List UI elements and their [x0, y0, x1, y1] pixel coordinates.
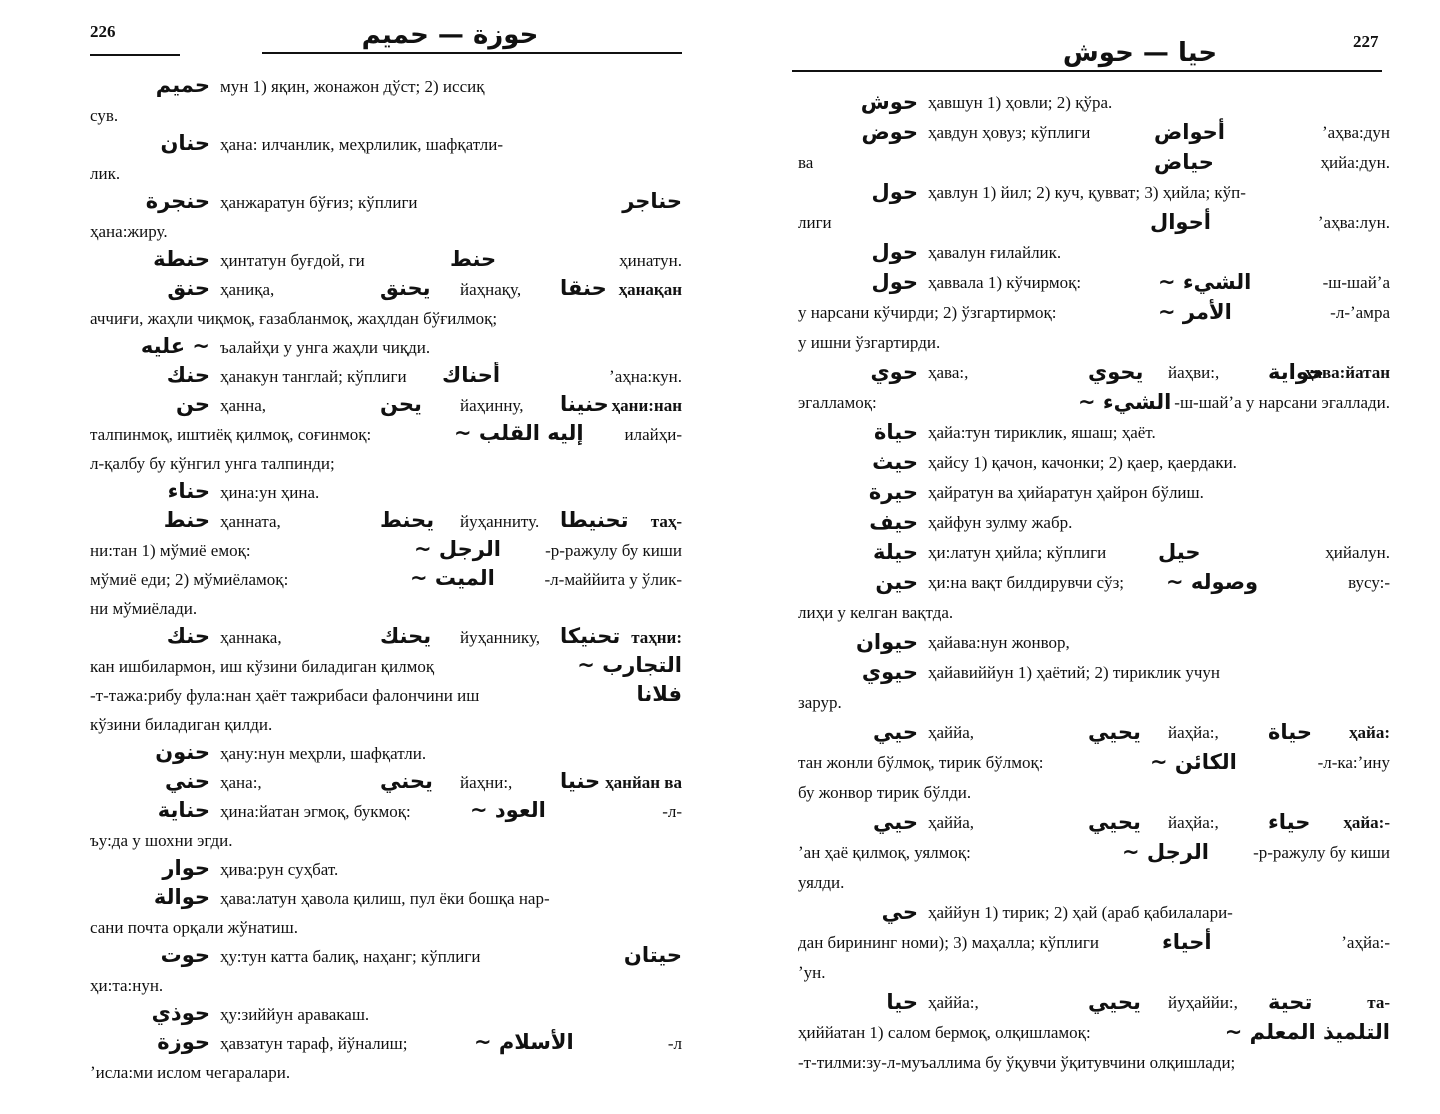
- arabic-headword: حي: [881, 900, 918, 924]
- entry-text: у нарсани кўчирди; 2) ўзгартирмоқ:: [798, 303, 1057, 322]
- entry-line: [798, 628, 1390, 658]
- entry-line: [798, 88, 1390, 118]
- entry-text: ҳаййа,: [928, 723, 975, 742]
- dictionary-entry: [90, 72, 682, 130]
- entry-text: талпинмоқ, иштиёқ қилмоқ, соғинмоқ:: [90, 425, 372, 444]
- entry-line: [798, 268, 1390, 298]
- dictionary-entry: [798, 718, 1390, 808]
- entry-text: ни мўмиёлади.: [90, 599, 198, 618]
- entry-text: ҳу:тун катта балиқ, наҳанг; кўплиги: [220, 947, 481, 966]
- entry-text: ҳайава:нун жонвор,: [928, 633, 1070, 652]
- arabic-headword: حنطة: [153, 247, 210, 271]
- entry-line: [90, 565, 682, 594]
- entry-text: ҳавдун ҳовуз; кўплиги: [928, 123, 1091, 142]
- dictionary-entry: [90, 275, 682, 333]
- entry-line: [90, 768, 682, 797]
- dictionary-entry: [90, 1000, 682, 1029]
- arabic-headword: حناية: [157, 798, 210, 822]
- entry-text: ҳанақан: [618, 280, 682, 299]
- entry-text: -р-ражулу бу киши: [545, 541, 682, 560]
- arabic-form: إليه القلب ~: [454, 421, 584, 445]
- arabic-headword: حيي: [873, 720, 918, 744]
- entry-line: [798, 118, 1390, 148]
- entry-text: лиги: [798, 213, 832, 232]
- entry-text: уялди.: [798, 873, 845, 892]
- entry-line: [90, 681, 682, 710]
- entry-line: [798, 718, 1390, 748]
- entry-text: лиҳи у келган вақтда.: [798, 603, 954, 622]
- arabic-headword: حوالة: [153, 885, 210, 909]
- entry-text: ҳина:ун ҳина.: [220, 483, 320, 502]
- entry-text: ни:тан 1) мўмиё емоқ:: [90, 541, 251, 560]
- entry-text: -ш-шайʼа: [1322, 273, 1390, 292]
- entry-text: ҳинтатун буғдой, ги: [220, 251, 365, 270]
- entry-line: [798, 958, 1390, 988]
- entry-line: [90, 333, 682, 362]
- entry-text: ҳийа:дун.: [1320, 153, 1390, 172]
- entry-text: ʼаҳна:кун.: [609, 367, 682, 386]
- entry-text: ҳайа:тун тириклик, яшаш; ҳаёт.: [928, 423, 1156, 442]
- entry-text: ҳавзатун тараф, йўналиш;: [220, 1034, 408, 1053]
- entry-line: [90, 420, 682, 449]
- arabic-form: يحوي: [1088, 360, 1144, 384]
- entry-list: [798, 88, 1390, 1078]
- arabic-headword: ~ عليه: [140, 334, 210, 358]
- entry-text: ҳива:рун суҳбат.: [220, 860, 339, 879]
- arabic-form: حياض: [1154, 150, 1214, 174]
- entry-line: [798, 658, 1390, 688]
- entry-line: [798, 178, 1390, 208]
- dictionary-entry: [798, 478, 1390, 508]
- entry-text: ҳавлун 1) йил; 2) куч, қувват; 3) ҳийла; кўп-: [928, 183, 1246, 202]
- dictionary-entry: [798, 568, 1390, 628]
- page-number: 227: [1353, 32, 1379, 51]
- entry-line: [90, 478, 682, 507]
- entry-line: [798, 928, 1390, 958]
- entry-line: [90, 710, 682, 739]
- dictionary-entry: [90, 188, 682, 246]
- entry-line: [798, 568, 1390, 598]
- arabic-form: يحنق: [380, 276, 431, 300]
- arabic-form: حيل: [1158, 540, 1201, 564]
- dictionary-entry: [90, 797, 682, 855]
- arabic-form: وصوله ~: [1166, 570, 1259, 594]
- arabic-headword: حيث: [872, 450, 918, 474]
- arabic-form: الرجل ~: [1122, 840, 1209, 864]
- dictionary-entry: [798, 988, 1390, 1078]
- dictionary-entry: [798, 88, 1390, 118]
- page-number: 226: [90, 22, 116, 41]
- entry-text: йаҳни:,: [460, 773, 513, 792]
- entry-line: [798, 538, 1390, 568]
- entry-line: [90, 739, 682, 768]
- dictionary-entry: [798, 238, 1390, 268]
- dictionary-entry: [798, 268, 1390, 358]
- entry-text: -т-тилми:зу-л-муъаллима бу ўқувчи ўқитувчини олқишлади;: [798, 1053, 1236, 1072]
- entry-line: [90, 826, 682, 855]
- dictionary-entry: [90, 942, 682, 1000]
- entry-text: ʼун.: [798, 963, 826, 982]
- arabic-form: الشيء ~: [1158, 270, 1252, 294]
- entry-text: таҳни:: [631, 628, 682, 647]
- arabic-form: يحنك: [380, 624, 432, 648]
- entry-line: [90, 1058, 682, 1087]
- dictionary-entry: [798, 358, 1390, 418]
- entry-line: [90, 652, 682, 681]
- entry-line: [798, 298, 1390, 328]
- entry-text: ҳинатун.: [619, 251, 682, 270]
- arabic-form: التجارب ~: [577, 653, 682, 677]
- entry-line: [798, 1048, 1390, 1078]
- dictionary-entry: [798, 808, 1390, 898]
- entry-text: вусу:-: [1348, 573, 1390, 592]
- arabic-headword: حن: [175, 392, 210, 416]
- entry-text: ҳайфун зулму жабр.: [928, 513, 1073, 532]
- entry-line: [90, 855, 682, 884]
- dictionary-entry: [798, 118, 1390, 178]
- entry-text: аччиғи, жаҳли чиқмоқ, ғазабланмоқ, жаҳлдан бўғилмоқ;: [90, 309, 498, 328]
- entry-text: ʼан ҳаё қилмоқ, уялмоқ:: [798, 843, 971, 862]
- entry-text: илайҳи-: [624, 425, 682, 444]
- arabic-headword: حين: [875, 570, 918, 594]
- entry-text: зарур.: [798, 693, 842, 712]
- entry-line: [90, 623, 682, 652]
- entry-text: та-: [1367, 993, 1390, 1012]
- entry-text: л-қалбу бу кўнгил унга талпинди;: [90, 454, 335, 473]
- entry-line: [90, 101, 682, 130]
- entry-line: [798, 508, 1390, 538]
- entry-text: лик.: [90, 164, 121, 183]
- entry-text: -л-маййита у ўлик-: [544, 570, 682, 589]
- arabic-form: أحياء: [1162, 930, 1212, 954]
- entry-text: ҳайа:-: [1343, 813, 1390, 832]
- dictionary-entry: [90, 246, 682, 275]
- entry-text: йаҳнақу,: [460, 280, 522, 299]
- arabic-headword: حوزة: [157, 1030, 210, 1054]
- dictionary-entry: [798, 178, 1390, 238]
- entry-line: [90, 159, 682, 188]
- entry-line: [90, 130, 682, 159]
- arabic-headword: حوار: [162, 856, 210, 880]
- dictionary-entry: [90, 1029, 682, 1087]
- arabic-form: يحنط: [380, 508, 435, 532]
- entry-text: ҳаввала 1) кўчирмоқ:: [928, 273, 1082, 292]
- entry-text: -л-ʼамра: [1330, 303, 1390, 322]
- entry-text: -л-: [662, 802, 682, 821]
- entry-text: ва: [798, 153, 814, 172]
- arabic-headword: حنون: [155, 740, 210, 764]
- arabic-form: حنيا: [560, 769, 601, 793]
- entry-line: [90, 884, 682, 913]
- arabic-headword: حيا: [886, 990, 918, 1014]
- entry-text: ҳана:,: [220, 773, 262, 792]
- dictionary-entry: [798, 628, 1390, 658]
- entry-text: тан жонли бўлмоқ, тирик бўлмоқ:: [798, 753, 1044, 772]
- arabic-form: الميت ~: [410, 566, 495, 590]
- entry-text: -ш-шайʼа у нарсани эгаллади.: [1174, 393, 1390, 412]
- arabic-headword: حنك: [166, 624, 210, 648]
- arabic-form: التلميذ المعلم ~: [1224, 1020, 1390, 1044]
- arabic-form: يحن: [380, 392, 422, 416]
- entry-text: сув.: [90, 106, 119, 125]
- arabic-headword: حوض: [861, 120, 918, 144]
- entry-line: [798, 328, 1390, 358]
- entry-text: ҳанакун танглай; кўплиги: [220, 367, 407, 386]
- arabic-form: يحيي: [1088, 990, 1141, 1014]
- running-head: حوزة — حميم: [361, 20, 539, 50]
- entry-line: [798, 748, 1390, 778]
- arabic-headword: حنجرة: [145, 189, 210, 213]
- entry-text: сани почта орқали жўнатиш.: [90, 918, 298, 937]
- dictionary-entry: [798, 658, 1390, 718]
- entry-text: мун 1) яқин, жонажон дўст; 2) иссиқ: [220, 77, 485, 96]
- arabic-headword: حيرة: [868, 480, 918, 504]
- arabic-form: أحناك: [442, 363, 501, 387]
- entry-text: у ишни ўзгартирди.: [798, 333, 941, 352]
- entry-line: [90, 913, 682, 942]
- arabic-form: أحوال: [1150, 210, 1211, 234]
- entry-line: [798, 478, 1390, 508]
- entry-text: кан ишбилармон, иш кўзини биладиган қилмоқ: [90, 657, 435, 676]
- dictionary-entry: [90, 768, 682, 797]
- entry-text: ҳавшун 1) ҳовли; 2) қўра.: [928, 93, 1113, 112]
- entry-line: [90, 391, 682, 420]
- entry-text: ҳаййа,: [928, 813, 975, 832]
- entry-text: -л: [667, 1034, 682, 1053]
- entry-text: ҳани:нан: [611, 396, 682, 415]
- entry-line: [798, 808, 1390, 838]
- entry-text: -р-ражулу бу киши: [1253, 843, 1390, 862]
- running-head: حيا — حوش: [1062, 38, 1218, 68]
- entry-line: [90, 275, 682, 304]
- entry-text: ҳава:,: [928, 363, 969, 382]
- entry-line: [798, 448, 1390, 478]
- entry-line: [90, 507, 682, 536]
- dictionary-entry: [90, 884, 682, 942]
- entry-text: ҳийалун.: [1325, 543, 1390, 562]
- arabic-headword: حنك: [166, 363, 210, 387]
- arabic-form: حواية: [1268, 360, 1325, 384]
- arabic-headword: حناء: [167, 479, 210, 503]
- entry-line: [90, 971, 682, 1000]
- entry-line: [90, 536, 682, 565]
- dictionary-entry: [798, 418, 1390, 448]
- dictionary-entry: [90, 478, 682, 507]
- entry-text: ҳайратун ва ҳийаратун ҳайрон бўлиш.: [928, 483, 1204, 502]
- entry-text: йаҳви:,: [1168, 363, 1220, 382]
- entry-text: -л-ка:ʼину: [1317, 753, 1390, 772]
- entry-line: [798, 778, 1390, 808]
- entry-line: [90, 362, 682, 391]
- entry-text: ҳиййатан 1) салом бермоқ, олқишламоқ:: [798, 1023, 1091, 1042]
- dictionary-entry: [90, 623, 682, 739]
- entry-text: ҳаннака,: [220, 628, 282, 647]
- dictionary-entry: [798, 508, 1390, 538]
- entry-line: [90, 217, 682, 246]
- arabic-form: يحني: [380, 769, 433, 793]
- arabic-headword: حنط: [163, 508, 210, 532]
- entry-text: дан бирининг номи); 3) маҳалла; кўплиги: [798, 933, 1099, 952]
- entry-text: ҳава:латун ҳавола қилиш, пул ёки бошқа нар-: [220, 889, 550, 908]
- dictionary-entry: [798, 898, 1390, 988]
- entry-text: ҳава:йатан: [1304, 363, 1390, 382]
- arabic-form: الأمر ~: [1158, 300, 1232, 324]
- entry-text: эгалламоқ:: [798, 393, 877, 412]
- arabic-form: حنط: [450, 247, 497, 271]
- arabic-form: يحيي: [1088, 810, 1141, 834]
- arabic-form: حيتان: [623, 943, 682, 967]
- arabic-headword: حول: [871, 240, 918, 264]
- arabic-form: الكائن ~: [1150, 750, 1237, 774]
- dictionary-entry: [798, 538, 1390, 568]
- arabic-form: حياة: [1268, 720, 1312, 744]
- entry-line: [798, 208, 1390, 238]
- entry-text: ъу:да у шохни эгди.: [90, 831, 233, 850]
- arabic-headword: حوي: [870, 360, 918, 384]
- dictionary-entry: [90, 362, 682, 391]
- header-rule: [792, 70, 1382, 72]
- dictionary-entry: [90, 391, 682, 478]
- entry-text: ҳи:на вақт билдирувчи сўз;: [928, 573, 1125, 592]
- arabic-form: تحنيكا: [560, 624, 621, 648]
- arabic-headword: حني: [165, 769, 210, 793]
- arabic-form: حياء: [1268, 810, 1311, 834]
- arabic-headword: حوش: [860, 90, 918, 114]
- arabic-headword: حميم: [155, 73, 210, 97]
- arabic-headword: حول: [871, 270, 918, 294]
- entry-line: [798, 688, 1390, 718]
- entry-text: ҳи:латун ҳийла; кўплиги: [928, 543, 1107, 562]
- entry-text: ҳайсу 1) қачон, качонки; 2) қаер, қаердаки.: [928, 453, 1237, 472]
- entry-line: [90, 797, 682, 826]
- arabic-headword: حياة: [874, 420, 918, 444]
- arabic-form: تحية: [1268, 990, 1313, 1014]
- entry-text: йуҳаннику,: [460, 628, 541, 647]
- entry-text: йаҳйа:,: [1168, 723, 1219, 742]
- entry-line: [798, 238, 1390, 268]
- arabic-form: حنقا: [560, 276, 607, 300]
- entry-text: йуҳанниту.: [460, 512, 540, 531]
- arabic-headword: حيف: [869, 510, 918, 534]
- arabic-form: حنينا: [560, 392, 609, 416]
- header-rule: [90, 54, 180, 56]
- entry-text: кўзини биладиган қилди.: [90, 715, 273, 734]
- entry-text: ҳану:нун меҳрли, шафқатли.: [220, 744, 427, 763]
- entry-line: [798, 148, 1390, 178]
- arabic-headword: حوت: [160, 943, 210, 967]
- right-page: [720, 0, 1440, 1114]
- entry-line: [90, 942, 682, 971]
- entry-text: ҳу:зиййун аравакаш.: [220, 1005, 370, 1024]
- entry-line: [798, 898, 1390, 928]
- arabic-form: تحنيطا: [560, 508, 629, 532]
- entry-text: -т-тажа:рибу фула:нан ҳаёт тажрибаси фалончини иш: [90, 686, 480, 705]
- entry-line: [90, 72, 682, 101]
- arabic-headword: حيوي: [861, 660, 918, 684]
- dictionary-entry: [90, 333, 682, 362]
- arabic-form: الرجل ~: [414, 537, 501, 561]
- entry-line: [798, 988, 1390, 1018]
- entry-line: [90, 304, 682, 333]
- entry-line: [798, 388, 1390, 418]
- entry-text: ҳанжаратун бўғиз; кўплиги: [220, 193, 418, 212]
- entry-text: йаҳйа:,: [1168, 813, 1219, 832]
- entry-text: ҳанйан ва: [605, 773, 682, 792]
- arabic-form: الأسلام ~: [474, 1030, 574, 1054]
- arabic-form: أحواض: [1154, 120, 1225, 144]
- entry-line: [798, 868, 1390, 898]
- entry-text: мўмиё еди; 2) мўмиёламоқ:: [90, 570, 289, 589]
- entry-text: ҳайавиййун 1) ҳаётий; 2) тириклик учун: [928, 663, 1220, 682]
- entry-line: [798, 418, 1390, 448]
- entry-text: ҳи:та:нун.: [90, 976, 164, 995]
- entry-line: [90, 188, 682, 217]
- dictionary-entry: [90, 855, 682, 884]
- arabic-headword: حيي: [873, 810, 918, 834]
- entry-line: [90, 246, 682, 275]
- entry-text: ҳана:жиру.: [90, 222, 168, 241]
- arabic-headword: حنان: [160, 131, 210, 155]
- entry-text: ҳина:йатан эгмоқ, букмоқ:: [220, 802, 411, 821]
- dictionary-entry: [90, 739, 682, 768]
- dictionary-entry: [90, 507, 682, 623]
- dictionary-entry: [90, 130, 682, 188]
- entry-line: [798, 838, 1390, 868]
- entry-list: [90, 72, 682, 1087]
- entry-line: [798, 358, 1390, 388]
- arabic-form: العود ~: [470, 798, 546, 822]
- entry-line: [90, 594, 682, 623]
- entry-line: [90, 1000, 682, 1029]
- arabic-headword: حول: [871, 180, 918, 204]
- arabic-form: حناجر: [622, 189, 682, 213]
- entry-line: [798, 1018, 1390, 1048]
- dictionary-entry: [798, 448, 1390, 478]
- arabic-headword: حيوان: [856, 630, 918, 654]
- arabic-headword: حوذي: [151, 1001, 210, 1025]
- entry-text: ъалайҳи у унга жаҳли чиқди.: [220, 338, 431, 357]
- entry-text: ҳанна,: [220, 396, 267, 415]
- entry-text: ҳана: илчанлик, меҳрлилик, шафқатли-: [220, 135, 504, 154]
- entry-text: ҳанната,: [220, 512, 281, 531]
- entry-text: ҳаййа:,: [928, 993, 979, 1012]
- entry-line: [90, 449, 682, 478]
- entry-text: ʼаҳва:дун: [1321, 123, 1390, 142]
- arabic-form: الشيء ~: [1078, 390, 1172, 414]
- entry-line: [798, 598, 1390, 628]
- arabic-headword: حنق: [167, 276, 210, 300]
- entry-text: ʼаҳйа:-: [1341, 933, 1390, 952]
- entry-text: ҳаййун 1) тирик; 2) ҳай (араб қабилалари-: [928, 903, 1233, 922]
- entry-text: таҳ-: [650, 512, 682, 531]
- entry-text: ҳавалун ғилайлик.: [928, 243, 1062, 262]
- entry-text: ʼисла:ми ислом чегаралари.: [90, 1063, 291, 1082]
- arabic-form: يحيي: [1088, 720, 1141, 744]
- entry-text: йуҳаййи:,: [1168, 993, 1238, 1012]
- entry-text: бу жонвор тирик бўлди.: [798, 783, 972, 802]
- arabic-form: فلانا: [636, 682, 682, 706]
- header-rule: [262, 52, 682, 54]
- entry-text: ҳаниқа,: [220, 280, 275, 299]
- arabic-headword: حيلة: [872, 540, 918, 564]
- entry-text: йаҳинну,: [460, 396, 524, 415]
- entry-text: ʼаҳва:лун.: [1317, 213, 1390, 232]
- entry-text: ҳайа:: [1349, 723, 1390, 742]
- entry-line: [90, 1029, 682, 1058]
